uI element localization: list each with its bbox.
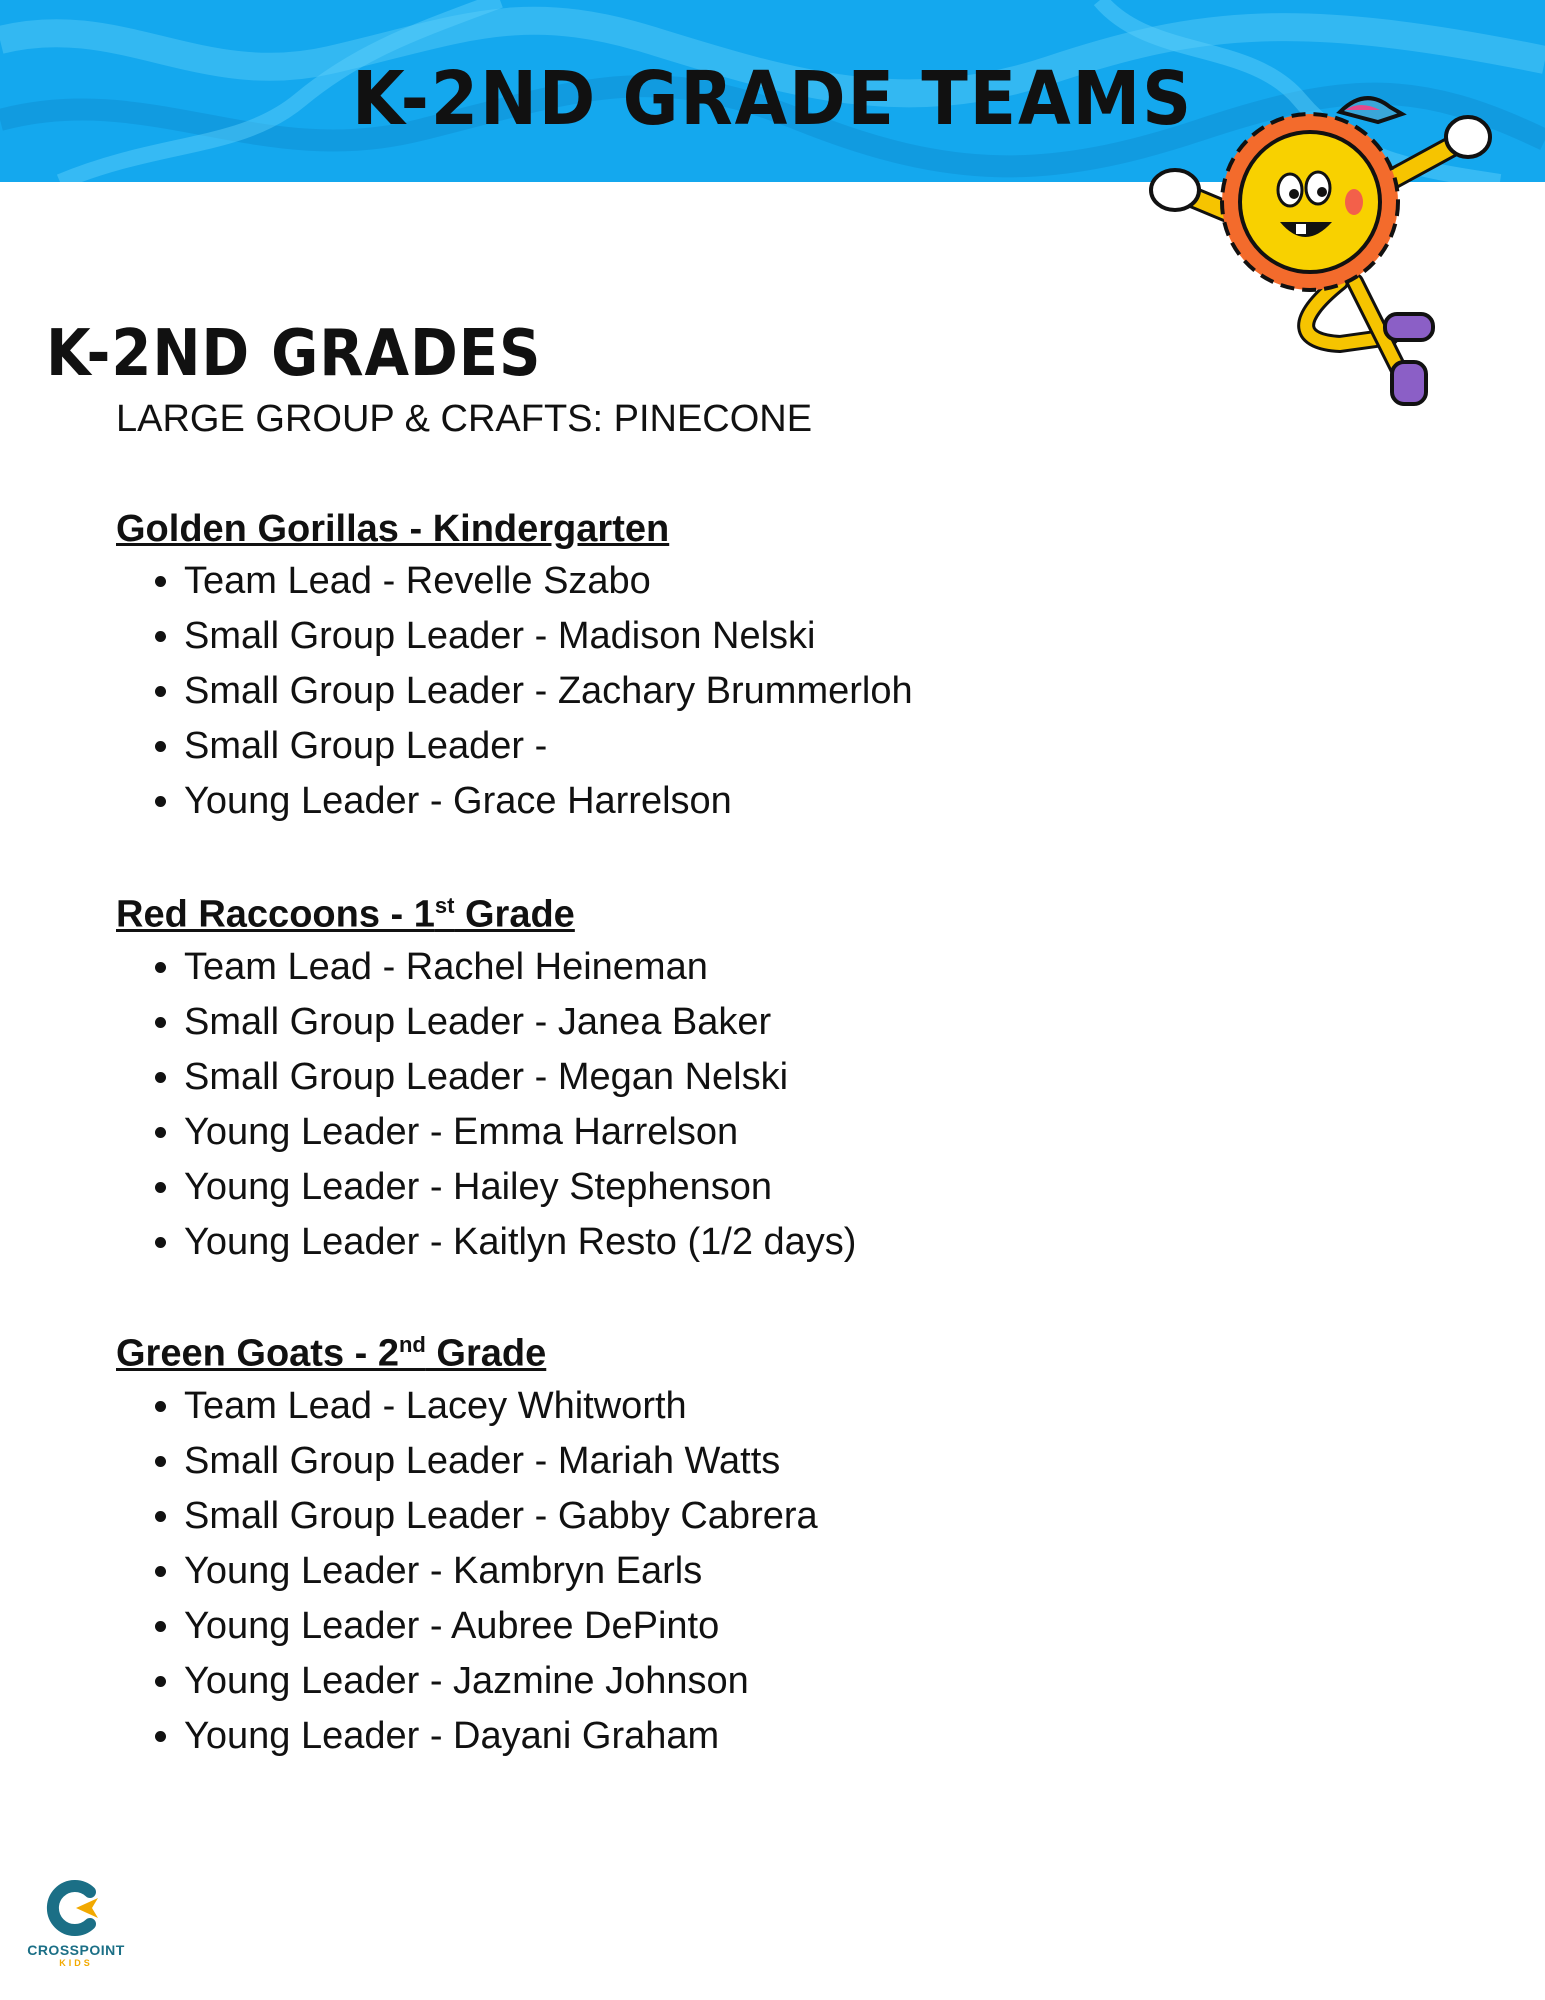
team-heading-ordinal: nd bbox=[398, 1332, 426, 1357]
list-item: • Young Leader - Kambryn Earls bbox=[184, 1544, 818, 1599]
logo-subtitle: KIDS bbox=[59, 1958, 93, 1968]
team-heading-suffix: Grade bbox=[425, 1332, 547, 1375]
list-item: • Team Lead - Rachel Heineman bbox=[184, 940, 856, 995]
list-item: • Small Group Leader - Megan Nelski bbox=[184, 1050, 856, 1105]
list-item: • Young Leader - Hailey Stephenson bbox=[184, 1160, 856, 1215]
logo-name: CROSSPOINT bbox=[27, 1942, 125, 1958]
list-item: • Young Leader - Dayani Graham bbox=[184, 1709, 818, 1764]
list-item: • Young Leader - Jazmine Johnson bbox=[184, 1654, 818, 1709]
list-item: • Small Group Leader - Madison Nelski bbox=[184, 609, 913, 664]
team-green-goats bbox=[116, 1334, 818, 1764]
member-list bbox=[116, 554, 913, 829]
team-heading-text: Green Goats - 2 bbox=[116, 1332, 399, 1375]
list-item: • Small Group Leader - bbox=[184, 719, 913, 774]
team-heading bbox=[116, 510, 913, 548]
list-item: • Young Leader - Emma Harrelson bbox=[184, 1105, 856, 1160]
list-item: • Young Leader - Grace Harrelson bbox=[184, 774, 913, 829]
list-item: • Small Group Leader - Zachary Brummerloh bbox=[184, 664, 913, 719]
team-golden-gorillas bbox=[116, 510, 913, 829]
banner-title: K-2ND GRADE TEAMS bbox=[351, 56, 1194, 142]
list-item: • Small Group Leader - Gabby Cabrera bbox=[184, 1489, 818, 1544]
team-heading-suffix: Grade bbox=[454, 893, 575, 936]
team-heading-text: Golden Gorillas - Kindergarten bbox=[116, 508, 670, 550]
section-title: K-2ND GRADES bbox=[46, 317, 542, 391]
team-red-raccoons bbox=[116, 895, 856, 1270]
member-list bbox=[116, 1379, 818, 1764]
list-item: • Young Leader - Kaitlyn Resto (1/2 days) bbox=[184, 1215, 856, 1270]
crosspoint-logo bbox=[20, 1880, 132, 1968]
list-item: • Small Group Leader - Mariah Watts bbox=[184, 1434, 818, 1489]
list-item: • Team Lead - Revelle Szabo bbox=[184, 554, 913, 609]
list-item: • Young Leader - Aubree DePinto bbox=[184, 1599, 818, 1654]
team-heading-text: Red Raccoons - 1 bbox=[116, 893, 435, 936]
team-heading bbox=[116, 1334, 818, 1373]
crosspoint-logo-icon bbox=[46, 1880, 106, 1936]
team-heading-ordinal: st bbox=[434, 893, 455, 918]
sun-mascot-icon bbox=[1140, 82, 1510, 412]
member-list bbox=[116, 940, 856, 1270]
list-item: • Small Group Leader - Janea Baker bbox=[184, 995, 856, 1050]
team-heading bbox=[116, 895, 856, 934]
list-item: • Team Lead - Lacey Whitworth bbox=[184, 1379, 818, 1434]
section-subtitle: LARGE GROUP & CRAFTS: PINECONE bbox=[116, 398, 813, 440]
